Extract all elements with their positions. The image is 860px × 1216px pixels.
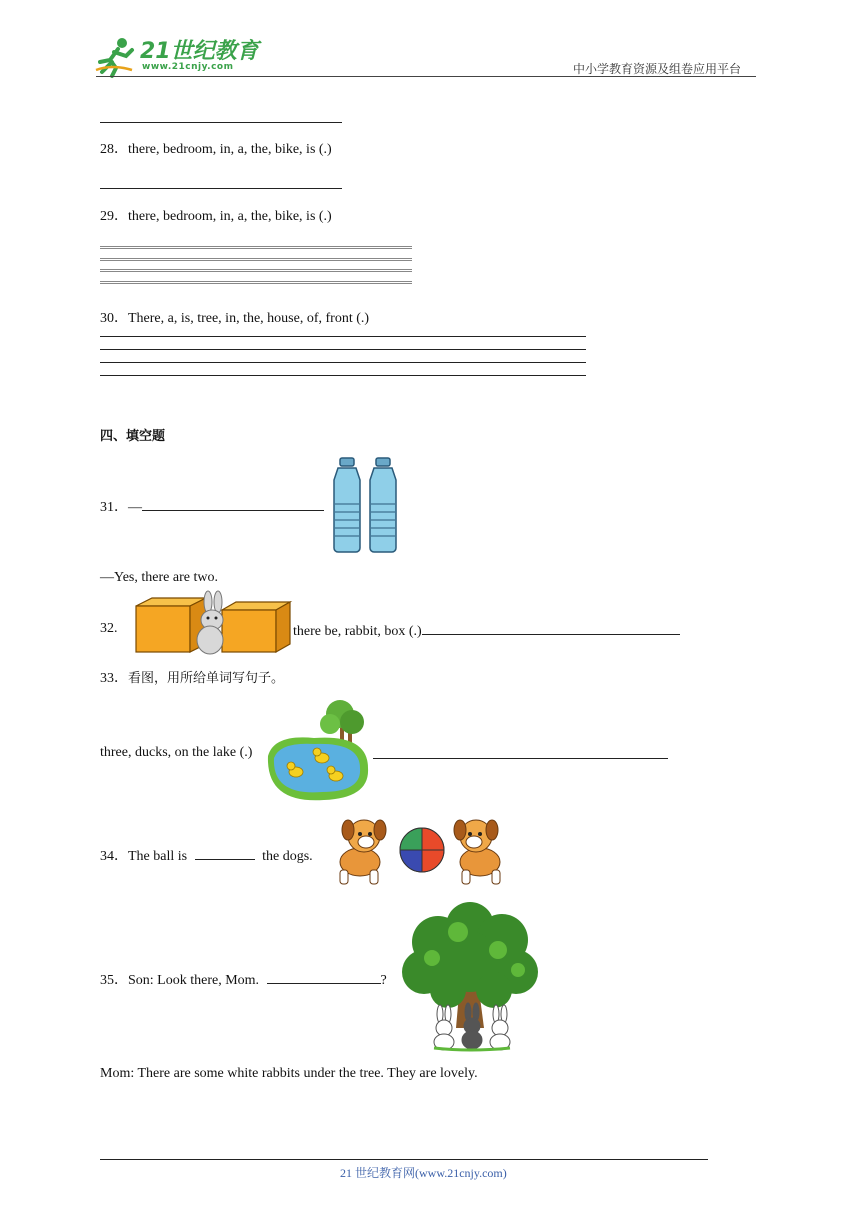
question-instruction: 看图，用所给单词写句子。: [128, 671, 285, 686]
answer-blank[interactable]: [422, 620, 680, 635]
question-34: [100, 845, 313, 866]
question-number: 30．: [100, 311, 128, 326]
dog-icon: [340, 820, 386, 884]
question-30: [100, 310, 369, 328]
question-text-before: The ball is: [128, 849, 188, 864]
ball-icon: [400, 828, 444, 872]
header-title: 中小学教育资源及组卷应用平台: [573, 62, 742, 76]
question-text: there, bedroom, in, a, the, bike, is (.): [128, 209, 332, 224]
header-logo: [92, 36, 262, 78]
question-end: ?: [380, 973, 387, 988]
question-number: 35．: [100, 973, 128, 988]
footer-rule: [100, 1159, 708, 1160]
section-heading: 四、填空题: [100, 429, 166, 444]
question-number: 28．: [100, 142, 128, 157]
tree-rabbits-image: [398, 902, 542, 1052]
answer-line: [373, 758, 668, 759]
question-number: 29．: [100, 209, 128, 224]
answer-blank[interactable]: [267, 969, 381, 984]
logo-text: 21世纪教育: [140, 39, 259, 64]
logo-url: www.21cnjy.com: [142, 62, 234, 72]
answer-blank[interactable]: [142, 496, 324, 511]
water-bottles-image: [332, 454, 412, 554]
question-32: [293, 620, 680, 641]
question-text: There, a, is, tree, in, the, house, of, front (.): [128, 311, 370, 326]
dogs-ball-image: [330, 816, 510, 888]
dog-icon: [454, 820, 500, 884]
dash-prefix: —: [128, 500, 142, 515]
question-28: [100, 141, 332, 159]
footer-text: 21 世纪教育网(www.21cnjy.com): [340, 1166, 507, 1180]
question-35: [100, 969, 387, 990]
question-33-text: three, ducks, on the lake (.): [100, 745, 253, 760]
question-number: 32.: [100, 621, 118, 636]
question-text: there be, rabbit, box (.): [293, 624, 422, 639]
question-31: [100, 496, 324, 517]
question-number: 31．: [100, 500, 128, 515]
question-text: there, bedroom, in, a, the, bike, is (.): [128, 142, 332, 157]
question-29: [100, 208, 332, 226]
header-rule: [96, 76, 756, 77]
answer-line-text: —Yes, there are two.: [100, 570, 218, 585]
question-text-after: the dogs.: [262, 849, 313, 864]
question-number: 34．: [100, 849, 128, 864]
answer-line: [100, 188, 342, 189]
question-33-instruction: [100, 670, 284, 688]
question-text: Son: Look there, Mom.: [128, 973, 260, 988]
answer-blank[interactable]: [195, 845, 255, 860]
lake-ducks-image: [264, 698, 374, 804]
question-35-reply: Mom: There are some white rabbits under the tree. They are lovely.: [100, 1066, 478, 1081]
boxes-rabbit-image: [134, 594, 294, 656]
runner-logo-icon: [92, 36, 136, 76]
answer-line: [100, 122, 342, 123]
question-number: 33．: [100, 671, 128, 686]
